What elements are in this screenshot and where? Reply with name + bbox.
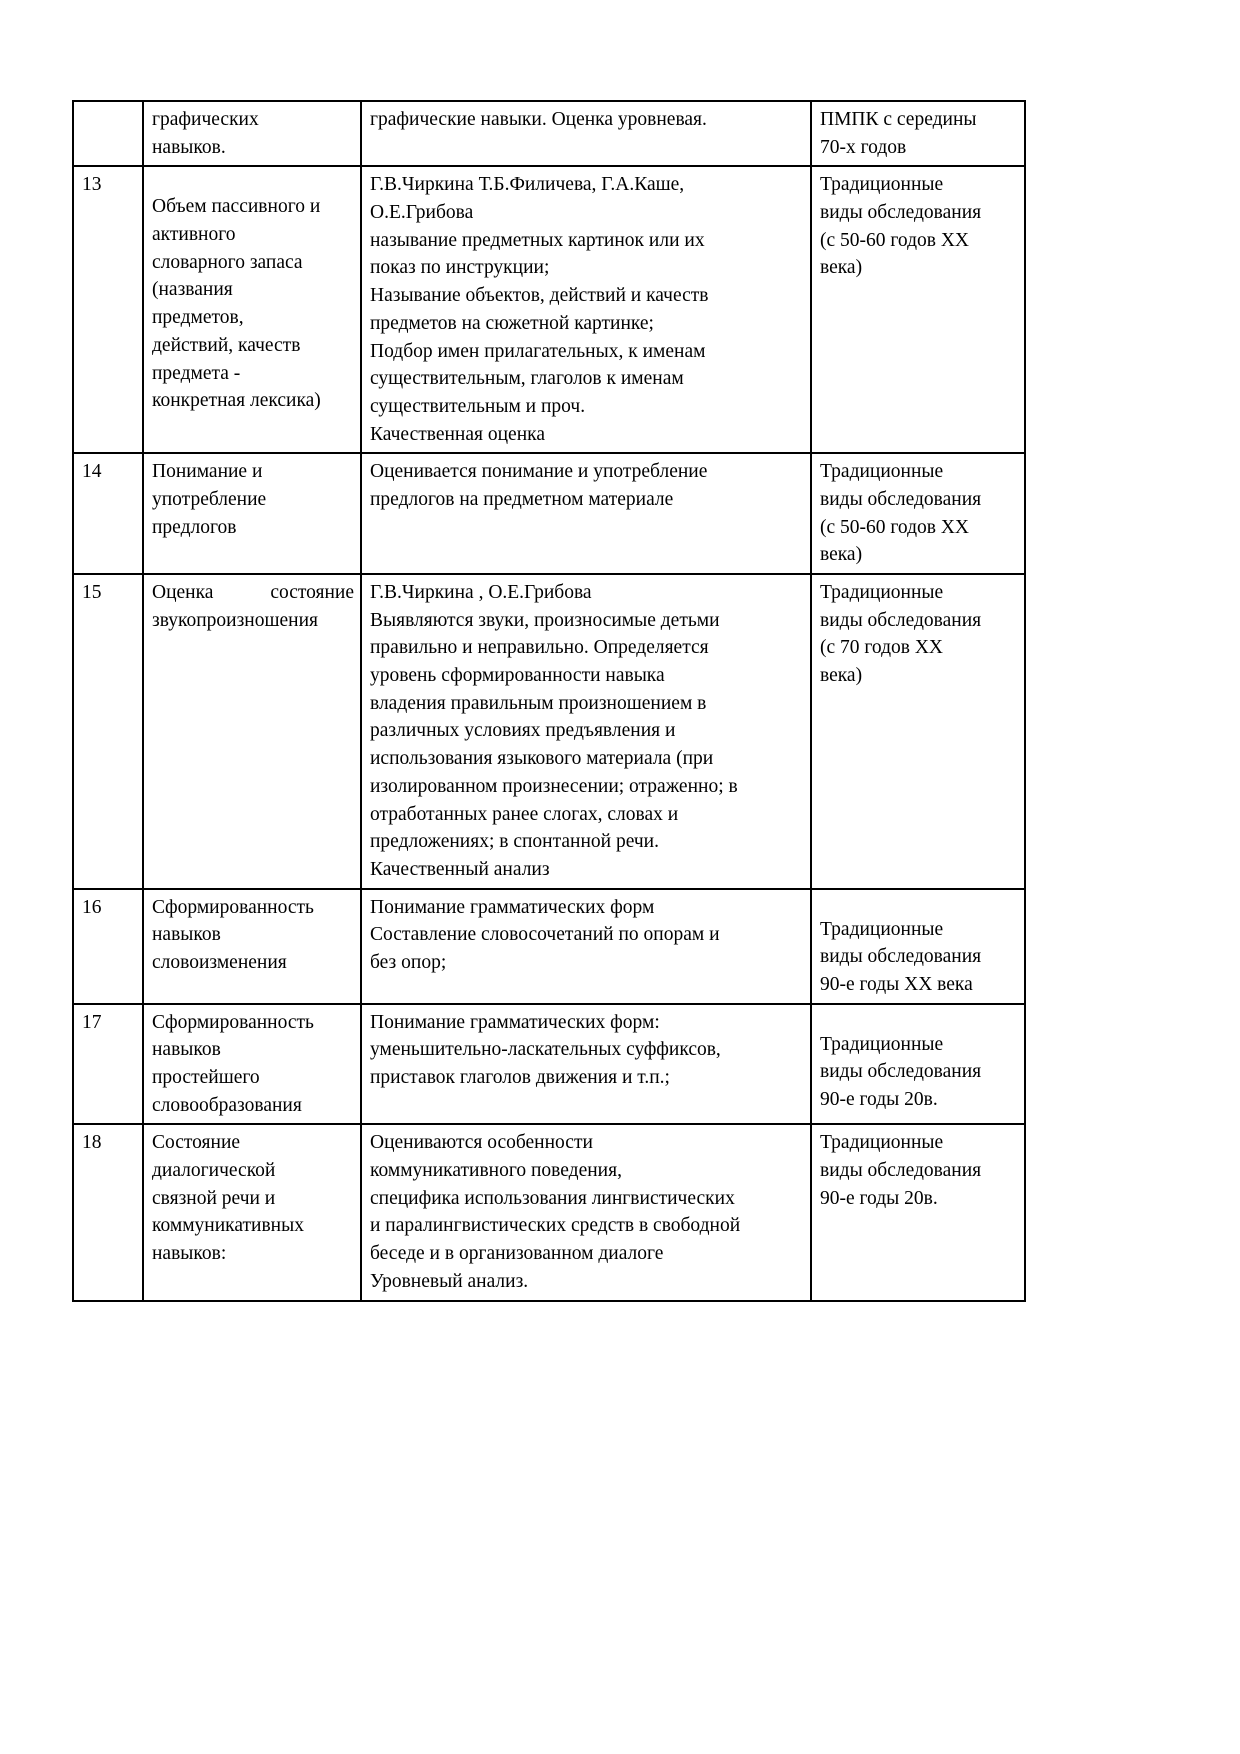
description-line: без опор;: [370, 951, 447, 973]
type-line: Традиционные: [820, 1132, 944, 1154]
table-row: [73, 101, 1025, 166]
method-description-cell: [361, 101, 811, 166]
description-line: беседе и в организованном диалоге: [370, 1243, 664, 1265]
criterion-line: словарного запаса: [152, 251, 303, 273]
description-line: графические навыки. Оценка уровневая.: [370, 109, 707, 130]
criterion-name-cell: [143, 453, 361, 574]
description-line: Понимание грамматических форм: [370, 896, 655, 918]
method-description-cell: [361, 166, 811, 453]
description-line: предметов на сюжетной картинке;: [370, 312, 654, 334]
criterion-line: активного: [152, 224, 236, 246]
criterion-line: конкретная лексика): [152, 390, 321, 412]
description-line: предлогов на предметном материале: [370, 488, 674, 510]
criterion-name-cell: [143, 166, 361, 453]
description-line: Оценивается понимание и употребление: [370, 461, 708, 483]
table-body: [73, 101, 1025, 1301]
criterion-line: словоизменения: [152, 951, 287, 973]
description-line: отработанных ранее слогах, словах и: [370, 803, 679, 825]
row-number: 17: [82, 1011, 102, 1033]
criterion-line: простейшего: [152, 1067, 260, 1088]
assessment-type-cell: [811, 1124, 1025, 1300]
type-line: виды обследования: [820, 609, 982, 631]
criterion-line: навыков:: [152, 1243, 227, 1265]
description-line: существительным, глаголов к именам: [370, 368, 684, 390]
row-number: 18: [82, 1132, 102, 1154]
row-number-cell: [73, 574, 143, 889]
criterion-line: связной речи и: [152, 1187, 276, 1209]
type-line: виды обследования: [820, 202, 982, 224]
type-line: (с 50-60 годов ХХ: [820, 229, 970, 251]
criterion-line: предметов,: [152, 307, 244, 329]
criterion-name-cell: [143, 1124, 361, 1300]
description-line: Называние объектов, действий и качеств: [370, 285, 709, 307]
method-description-cell: [361, 574, 811, 889]
type-line: 90-е годы ХХ века: [820, 973, 973, 995]
description-line: Оцениваются особенности: [370, 1132, 593, 1154]
row-number-cell: [73, 101, 143, 166]
method-description-cell: [361, 1124, 811, 1300]
criterion-name-cell: [143, 1004, 361, 1125]
type-line: 90-е годы 20в.: [820, 1187, 938, 1209]
type-line: ПМПК с середины: [820, 109, 977, 130]
type-line: века): [820, 665, 863, 687]
description-line: Г.В.Чиркина , О.Е.Грибова: [370, 582, 592, 603]
row-number-cell: [73, 453, 143, 574]
type-line: виды обследования: [820, 1061, 982, 1083]
criterion-line: коммуникативных: [152, 1215, 304, 1237]
criterion-line: навыков: [152, 924, 221, 946]
row-number: 14: [82, 461, 102, 483]
type-line: виды обследования: [820, 1160, 982, 1182]
description-line: уровень сформированности навыка: [370, 665, 665, 687]
criterion-line: Сформированность: [152, 896, 314, 918]
criterion-word: Оценка: [152, 582, 214, 603]
type-line: (с 50-60 годов ХХ: [820, 516, 970, 538]
criterion-line: действий, качеств: [152, 334, 301, 356]
description-line: Составление словосочетаний по опорам и: [370, 924, 720, 946]
method-description-cell: [361, 1004, 811, 1125]
row-number-cell: [73, 1004, 143, 1125]
criterion-name-cell: [143, 101, 361, 166]
criterion-line: предмета -: [152, 362, 241, 384]
row-number-cell: [73, 1124, 143, 1300]
assessment-type-cell: [811, 574, 1025, 889]
description-line: Г.В.Чиркина Т.Б.Филичева, Г.А.Каше,: [370, 174, 685, 196]
assessment-type-cell: [811, 889, 1025, 1004]
type-line: Традиционные: [820, 461, 944, 483]
criterion-line: Понимание и: [152, 461, 263, 483]
criterion-line: Объем пассивного и: [152, 196, 321, 218]
description-line: использования языкового материала (при: [370, 748, 714, 770]
method-description-cell: [361, 889, 811, 1004]
row-number-cell: [73, 166, 143, 453]
type-line: 70-х годов: [820, 136, 907, 158]
type-line: Традиционные: [820, 582, 944, 603]
row-number: 16: [82, 896, 102, 918]
table-row: [73, 166, 1025, 453]
type-line: Традиционные: [820, 1033, 944, 1055]
criterion-line: словообразования: [152, 1094, 302, 1116]
table-row: [73, 889, 1025, 1004]
criterion-name-cell: [143, 574, 361, 889]
table-row: [73, 574, 1025, 889]
criterion-line: употребление: [152, 488, 267, 510]
description-line: изолированном произнесении; отраженно; в: [370, 775, 738, 797]
table-row: [73, 453, 1025, 574]
assessment-type-cell: [811, 166, 1025, 453]
description-line: О.Е.Грибова: [370, 202, 474, 224]
description-line: и паралингвистических средств в свободной: [370, 1215, 741, 1237]
criterion-name-cell: [143, 889, 361, 1004]
description-line: владения правильным произношением в: [370, 692, 707, 714]
description-line: Качественная оценка: [370, 423, 545, 445]
criterion-line: Состояние: [152, 1132, 241, 1154]
description-line: называние предметных картинок или их: [370, 229, 705, 251]
description-line: уменьшительно-ласкательных суффиксов,: [370, 1039, 721, 1061]
type-line: (с 70 годов ХХ: [820, 637, 944, 659]
type-line: века): [820, 257, 863, 279]
criterion-word: состояние: [270, 582, 354, 603]
description-line: коммуникативного поведения,: [370, 1160, 622, 1182]
assessment-type-cell: [811, 101, 1025, 166]
assessment-criteria-table: [72, 100, 1026, 1302]
criterion-line: предлогов: [152, 516, 237, 538]
assessment-type-cell: [811, 1004, 1025, 1125]
table-row: [73, 1004, 1025, 1125]
type-line: виды обследования: [820, 488, 982, 510]
row-number: 13: [82, 174, 102, 196]
description-line: Выявляются звуки, произносимые детьми: [370, 609, 720, 631]
criterion-line: навыков.: [152, 136, 226, 158]
type-line: Традиционные: [820, 918, 944, 940]
description-line: Уровневый анализ.: [370, 1270, 529, 1292]
method-description-cell: [361, 453, 811, 574]
criterion-line: навыков: [152, 1039, 221, 1061]
description-line: правильно и неправильно. Определяется: [370, 637, 709, 659]
criterion-line: (названия: [152, 279, 233, 301]
row-number: 15: [82, 582, 102, 603]
criterion-line-justified: [152, 579, 354, 607]
description-line: специфика использования лингвистических: [370, 1187, 735, 1209]
criterion-line: Сформированность: [152, 1011, 314, 1033]
criterion-line: графических: [152, 109, 259, 130]
type-line: века): [820, 544, 863, 566]
row-number-cell: [73, 889, 143, 1004]
description-line: показ по инструкции;: [370, 257, 550, 279]
type-line: 90-е годы 20в.: [820, 1089, 938, 1110]
description-line: различных условиях предъявления и: [370, 720, 676, 742]
assessment-type-cell: [811, 453, 1025, 574]
type-line: Традиционные: [820, 174, 944, 196]
criterion-line: звукопроизношения: [152, 609, 318, 631]
description-line: предложениях; в спонтанной речи.: [370, 831, 659, 853]
table-row: [73, 1124, 1025, 1300]
description-line: приставок глаголов движения и т.п.;: [370, 1067, 670, 1088]
description-line: Качественный анализ: [370, 858, 550, 880]
criterion-line: диалогической: [152, 1160, 276, 1182]
description-line: Понимание грамматических форм:: [370, 1011, 660, 1033]
type-line: виды обследования: [820, 946, 982, 968]
description-line: существительным и проч.: [370, 395, 586, 417]
description-line: Подбор имен прилагательных, к именам: [370, 340, 706, 362]
